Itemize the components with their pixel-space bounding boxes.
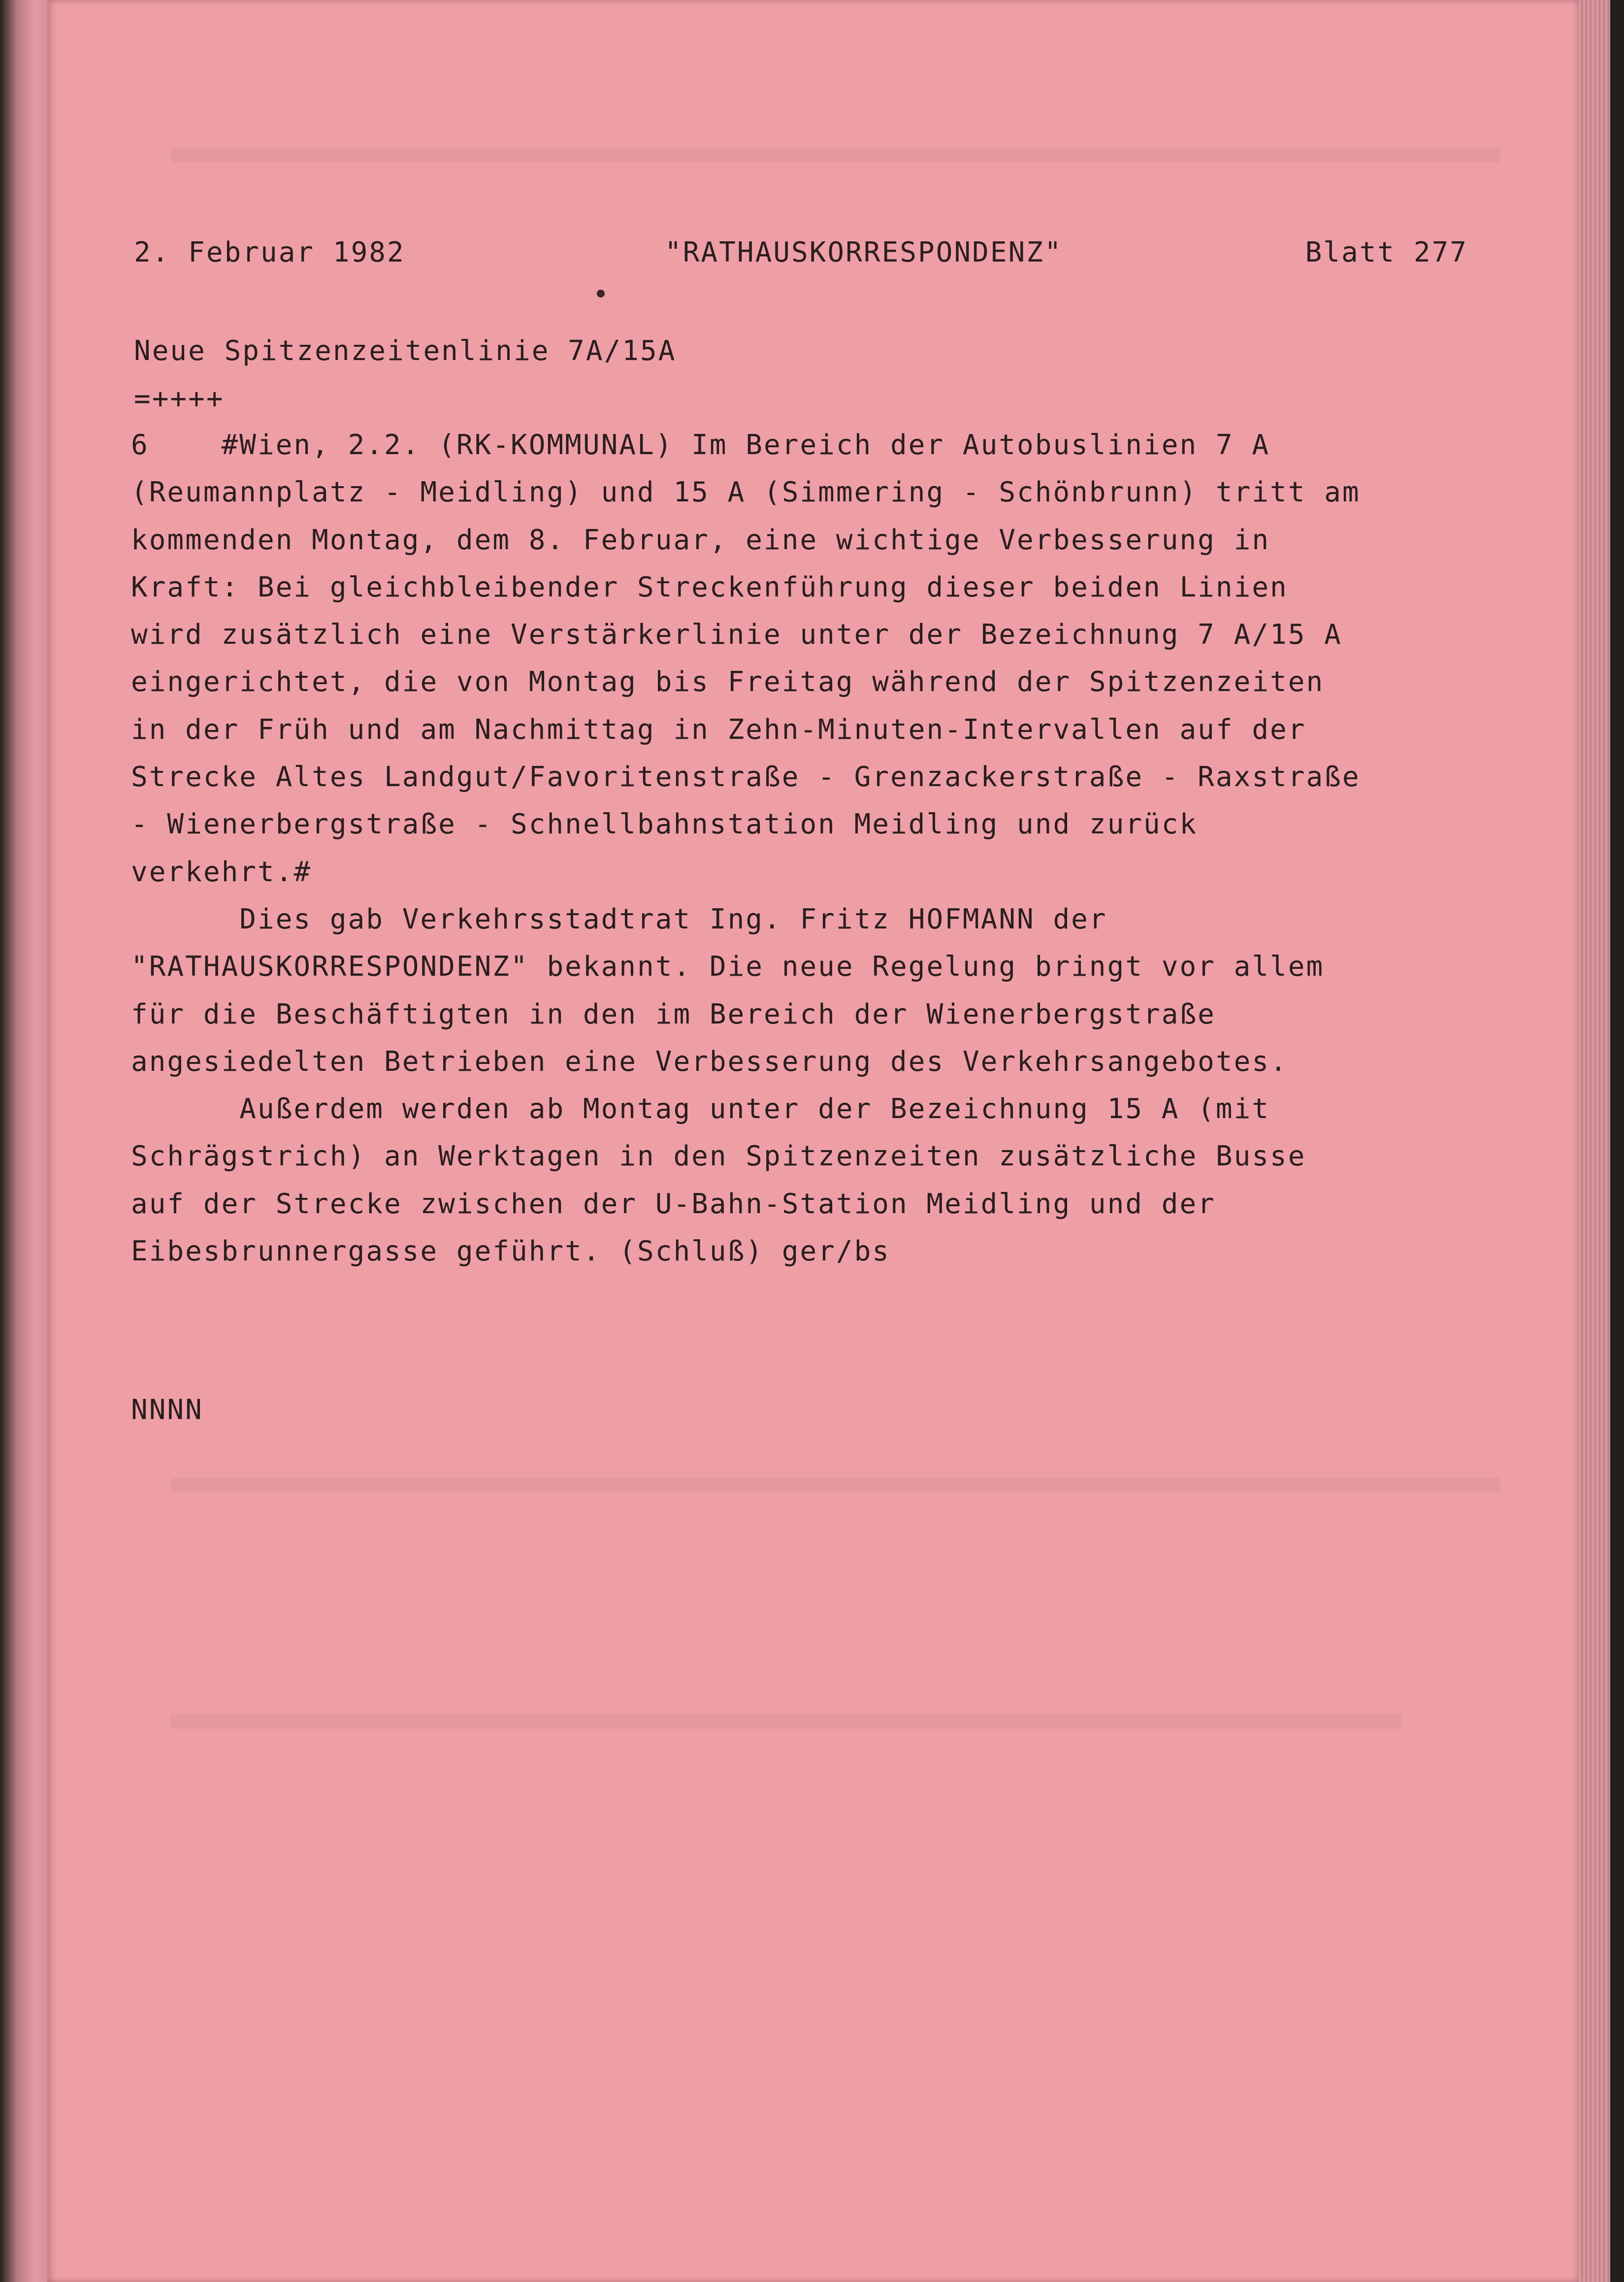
article-body [131, 422, 1361, 1275]
sheet-number: Blatt 277 [1305, 236, 1468, 268]
body-line: Schrägstrich) an Werktagen in den Spitzenzeiten zusätzliche Busse [131, 1140, 1306, 1173]
body-line: Dies gab Verkehrsstadtrat Ing. Fritz HOFMANN der [131, 903, 1107, 935]
body-line: Strecke Altes Landgut/Favoritenstraße - Grenzackerstraße - Raxstraße [131, 761, 1361, 794]
document-date: 2. Februar 1982 [134, 236, 405, 268]
body-line: Außerdem werden ab Montag unter der Bezeichnung 15 A (mit [131, 1093, 1270, 1125]
body-line: auf der Strecke zwischen der U-Bahn-Station Meidling und der [131, 1188, 1216, 1220]
article-headline: Neue Spitzenzeitenlinie 7A/15A [134, 335, 677, 367]
publication-name: "RATHAUSKORRESPONDENZ" [665, 236, 1063, 268]
binding-edge [0, 0, 49, 2282]
body-line: eingerichtet, die von Montag bis Freitag während der Spitzenzeiten [131, 666, 1325, 698]
body-line: Kraft: Bei gleichbleibender Streckenführung dieser beiden Linien [131, 571, 1288, 603]
body-line: wird zusätzlich eine Verstärkerlinie unter der Bezeichnung 7 A/15 A [131, 619, 1342, 651]
body-line: 6 #Wien, 2.2. (RK-KOMMUNAL) Im Bereich der Autobuslinien 7 A [131, 429, 1270, 461]
body-line: Eibesbrunnergasse geführt. (Schluß) ger/bs [131, 1235, 891, 1268]
body-line: verkehrt.# [131, 856, 312, 888]
body-line: in der Früh und am Nachmittag in Zehn-Minuten-Intervallen auf der [131, 713, 1306, 746]
ink-dot [597, 290, 605, 298]
body-line: "RATHAUSKORRESPONDENZ" bekannt. Die neue Regelung bringt vor allem [131, 951, 1325, 983]
body-line: angesiedelten Betrieben eine Verbesserung des Verkehrsangebotes. [131, 1045, 1288, 1078]
article-marker: =++++ [134, 383, 225, 415]
body-line: (Reumannplatz - Meidling) und 15 A (Simmering - Schönbrunn) tritt am [131, 476, 1361, 509]
end-mark: NNNN [131, 1394, 203, 1426]
body-line: - Wienerbergstraße - Schnellbahnstation Meidling und zurück [131, 808, 1198, 841]
body-line: kommenden Montag, dem 8. Februar, eine wichtige Verbesserung in [131, 524, 1270, 556]
body-line: für die Beschäftigten in den im Bereich der Wienerbergstraße [131, 998, 1216, 1030]
scan-border [1610, 0, 1624, 2282]
